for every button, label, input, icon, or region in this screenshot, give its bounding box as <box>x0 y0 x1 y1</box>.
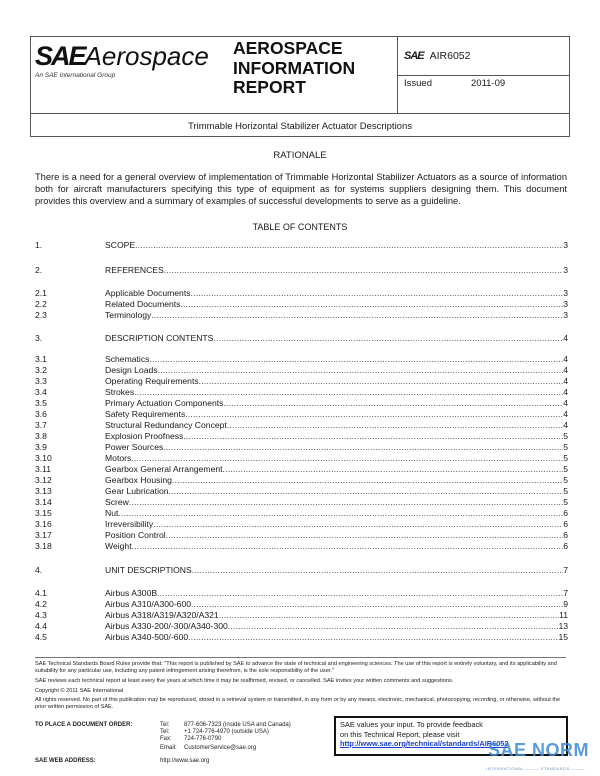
toc-entry-page: 5 <box>563 442 568 452</box>
toc-entry[interactable] <box>35 632 568 643</box>
toc-entry-number: 3.7 <box>35 420 47 430</box>
toc-entry-page: 4 <box>563 333 568 343</box>
toc-entry-label[interactable]: Airbus A330-200/-300/A340-300 <box>105 621 228 631</box>
email-link[interactable]: CustomerService@sae.org <box>184 745 257 751</box>
toc-entry-label[interactable]: DESCRIPTION CONTENTS <box>105 333 214 343</box>
sae-logo-mark: SAE <box>35 41 85 71</box>
toc-leader-dots <box>228 621 559 632</box>
toc-entry-number: 3.11 <box>35 464 52 474</box>
toc-entry-label[interactable]: Weight <box>105 541 132 551</box>
toc-entry-label[interactable]: Safety Requirements <box>105 409 186 419</box>
toc-entry-page: 5 <box>563 453 568 463</box>
toc-leader-dots <box>188 632 558 643</box>
toc-entry[interactable] <box>35 464 568 475</box>
document-number <box>404 50 471 62</box>
toc-entry[interactable] <box>35 453 568 464</box>
toc-entry-page: 4 <box>563 354 568 364</box>
toc-entry-page: 6 <box>563 519 568 529</box>
toc-entry-label[interactable]: Gear Lubrication <box>105 486 169 496</box>
toc-leader-dots <box>149 354 563 365</box>
toc-entry-label[interactable]: Gearbox Housing <box>105 475 172 485</box>
toc-entry-page: 4 <box>563 398 568 408</box>
toc-entry-number: 2.2 <box>35 299 47 309</box>
toc-entry-label[interactable]: Operating Requirements <box>105 376 199 386</box>
rationale-heading: RATIONALE <box>273 150 327 161</box>
toc-entry[interactable] <box>35 387 568 398</box>
toc-entry-label[interactable]: Terminology <box>105 310 152 320</box>
toc-entry[interactable] <box>35 288 568 299</box>
issued-date: 2011-09 <box>471 78 506 89</box>
toc-entry[interactable] <box>35 240 568 251</box>
toc-leader-dots <box>163 442 563 453</box>
toc-entry[interactable] <box>35 508 568 519</box>
toc-entry[interactable] <box>35 530 568 541</box>
toc-leader-dots <box>164 265 563 276</box>
toc-entry[interactable] <box>35 519 568 530</box>
toc-entry-number: 3.4 <box>35 387 47 397</box>
toc-leader-dots <box>227 420 563 431</box>
toc-entry-page: 5 <box>563 464 568 474</box>
toc-leader-dots <box>153 519 563 530</box>
contact-value: +1 724-776-4970 (outside USA) <box>184 729 269 735</box>
issued-label: Issued <box>404 78 432 89</box>
toc-entry-label[interactable]: Motors <box>105 453 132 463</box>
toc-entry-page: 13 <box>558 621 568 631</box>
toc-leader-dots <box>132 541 564 552</box>
toc-entry[interactable] <box>35 333 568 344</box>
contact-key: Tel: <box>160 722 170 728</box>
toc-entry[interactable] <box>35 541 568 552</box>
toc-entry-page: 4 <box>563 420 568 430</box>
rights-text: All rights reserved. No part of this publication may be reproduced, stored in a retrieval system or transmitted, in any form or by any means, electronic, mechanical, photocopying, recording, or otherwise, without the prior written permission of SAE. <box>35 697 561 710</box>
toc-entry-page: 5 <box>563 497 568 507</box>
toc-entry[interactable] <box>35 621 568 632</box>
toc-entry-page: 15 <box>558 632 568 642</box>
toc-entry-page: 4 <box>563 365 568 375</box>
toc-entry[interactable] <box>35 420 568 431</box>
toc-entry-number: 3. <box>35 333 43 343</box>
toc-entry-page: 5 <box>563 486 568 496</box>
toc-entry-label[interactable]: REFERENCES <box>105 265 164 275</box>
toc-entry-number: 2.1 <box>35 288 47 298</box>
toc-entry-label[interactable]: Airbus A310/A300-600 <box>105 599 192 609</box>
toc-entry[interactable] <box>35 398 568 409</box>
toc-leader-dots <box>191 599 563 610</box>
toc-entry-page: 6 <box>563 508 568 518</box>
toc-entry-page: 6 <box>563 530 568 540</box>
toc-entry-number: 3.2 <box>35 365 47 375</box>
toc-entry-page: 3 <box>563 310 568 320</box>
copyright: Copyright © 2011 SAE International <box>35 688 124 694</box>
rationale-body: There is a need for a general overview of implementation of Trimmable Horizontal Stabilizer Actuators as a source of information both for aircraft manufacturers specifying this type of equipment as for systems suppliers designing them. This document provides this overview and a summary of examples of successful developments to serve as a guideline. <box>35 172 567 206</box>
toc-entry-number: 3.10 <box>35 453 52 463</box>
doc-number-value: AIR6052 <box>429 50 471 62</box>
toc-leader-dots <box>199 376 564 387</box>
toc-entry-label[interactable]: Applicable Documents <box>105 288 191 298</box>
toc-entry-page: 11 <box>559 610 568 620</box>
toc-entry-number: 4. <box>35 565 43 575</box>
toc-entry-label[interactable]: Gearbox General Arrangement <box>105 464 223 474</box>
toc-entry-label[interactable]: Nut <box>105 508 119 518</box>
toc-entry[interactable] <box>35 376 568 387</box>
toc-leader-dots <box>192 565 563 576</box>
feedback-text: SAE values your input. To provide feedback <box>340 720 483 729</box>
toc-entry-label[interactable]: Position Control <box>105 530 166 540</box>
toc-entry[interactable] <box>35 588 568 599</box>
toc-entry-number: 4.1 <box>35 588 47 598</box>
contact-key: Tel: <box>160 729 170 735</box>
toc-entry-number: 3.3 <box>35 376 47 386</box>
toc-entry-label[interactable]: Airbus A300B <box>105 588 158 598</box>
toc-entry-page: 3 <box>563 288 568 298</box>
toc-entry-page: 3 <box>563 265 568 275</box>
document-header <box>30 36 570 137</box>
toc-entry-page: 5 <box>563 431 568 441</box>
toc-leader-dots <box>183 431 563 442</box>
toc-leader-dots <box>223 464 564 475</box>
sae-logo-icon: SAE <box>404 50 424 62</box>
report-type-line: AEROSPACE <box>233 38 343 58</box>
contact-row[interactable] <box>160 745 256 752</box>
toc-entry-number: 3.12 <box>35 475 52 485</box>
toc-entry-label[interactable]: Explosion Proofness <box>105 431 184 441</box>
toc-entry-page: 6 <box>563 541 568 551</box>
toc-entry-page: 4 <box>563 409 568 419</box>
contact-key: Fax: <box>160 736 172 742</box>
toc-entry[interactable] <box>35 431 568 442</box>
toc-entry[interactable] <box>35 599 568 610</box>
toc-entry[interactable] <box>35 365 568 376</box>
toc-entry-label[interactable]: Screw <box>105 497 129 507</box>
toc-leader-dots <box>157 588 563 599</box>
order-label: TO PLACE A DOCUMENT ORDER: <box>35 722 133 728</box>
toc-leader-dots <box>129 497 563 508</box>
toc-leader-dots <box>158 365 564 376</box>
header-divider <box>31 113 569 114</box>
toc-entry[interactable] <box>35 610 568 621</box>
toc-heading: TABLE OF CONTENTS <box>252 222 348 232</box>
toc-entry-number: 2. <box>35 265 43 275</box>
sae-aerospace-logo <box>35 41 209 72</box>
toc-entry-label[interactable]: Irreversibility <box>105 519 154 529</box>
toc-entry-page: 3 <box>563 299 568 309</box>
toc-entry[interactable] <box>35 486 568 497</box>
toc-entry-number: 3.17 <box>35 530 52 540</box>
report-type-line: REPORT <box>233 77 306 97</box>
toc-entry[interactable] <box>35 475 568 486</box>
toc-entry-label[interactable]: Strokes <box>105 387 135 397</box>
toc-entry-number: 4.4 <box>35 621 47 631</box>
footer-divider <box>35 657 566 658</box>
toc-entry-number: 4.3 <box>35 610 47 620</box>
toc-leader-dots <box>134 387 563 398</box>
toc-entry[interactable] <box>35 354 568 365</box>
web-address-link[interactable]: http://www.sae.org <box>160 758 210 764</box>
toc-entry-number: 2.3 <box>35 310 47 320</box>
contact-value: 724-776-0790 <box>184 736 222 742</box>
toc-entry[interactable] <box>35 299 568 310</box>
toc-entry-number: 4.2 <box>35 599 47 609</box>
toc-entry-label[interactable]: Airbus A318/A319/A320/A321 <box>105 610 219 620</box>
toc-entry[interactable] <box>35 565 568 576</box>
toc-leader-dots <box>131 453 563 464</box>
toc-entry[interactable] <box>35 497 568 508</box>
web-address-label: SAE WEB ADDRESS: <box>35 758 96 764</box>
toc-leader-dots <box>223 398 563 409</box>
toc-entry-label[interactable]: Power Sources <box>105 442 164 452</box>
header-divider <box>397 75 570 76</box>
toc-leader-dots <box>213 333 563 344</box>
toc-entry-number: 4.5 <box>35 632 47 642</box>
toc-entry-page: 9 <box>563 599 568 609</box>
watermark-subtitle: INTERNATIONAL ——— STANDARDS ——— <box>486 766 585 771</box>
toc-entry-number: 3.14 <box>35 497 52 507</box>
toc-entry[interactable] <box>35 442 568 453</box>
toc-entry-page: 7 <box>563 588 568 598</box>
toc-leader-dots <box>180 299 563 310</box>
toc-entry-page: 7 <box>563 565 568 575</box>
toc-leader-dots <box>135 240 563 251</box>
review-text: SAE reviews each technical report at least every five years at which time it may be reaffirmed, revised, or cancelled. SAE invites your written comments and suggestions. <box>35 678 454 684</box>
toc-entry-label[interactable]: Design Loads <box>105 365 158 375</box>
toc-entry-page: 5 <box>563 475 568 485</box>
toc-entry-label[interactable]: SCOPE <box>105 240 136 250</box>
logo-subtitle: An SAE International Group <box>35 72 116 79</box>
toc-entry-number: 3.18 <box>35 541 52 551</box>
report-type-line: INFORMATION <box>233 57 356 78</box>
report-type <box>233 39 355 98</box>
toc-entry-label[interactable]: Primary Actuation Components <box>105 398 224 408</box>
toc-entry-number: 1. <box>35 240 43 250</box>
toc-leader-dots <box>169 486 564 497</box>
sae-norm-watermark: SAE NORM <box>488 740 590 760</box>
toc-leader-dots <box>172 475 563 486</box>
toc-entry-number: 3.16 <box>35 519 52 529</box>
contact-value: 877-606-7323 (inside USA and Canada) <box>184 722 291 728</box>
toc-leader-dots <box>191 288 564 299</box>
document-title: Trimmable Horizontal Stabilizer Actuator Descriptions <box>187 121 413 132</box>
toc-leader-dots <box>185 409 563 420</box>
toc-leader-dots <box>151 310 563 321</box>
feedback-text: on this Technical Report, please visit <box>340 729 460 739</box>
toc-entry-label[interactable]: Schematics <box>105 354 150 364</box>
toc-entry-label[interactable]: UNIT DESCRIPTIONS <box>105 565 192 575</box>
toc-entry-number: 3.6 <box>35 409 47 419</box>
toc-leader-dots <box>118 508 563 519</box>
toc-leader-dots <box>219 610 559 621</box>
toc-entry[interactable] <box>35 310 568 321</box>
toc-entry[interactable] <box>35 265 568 276</box>
toc-entry-number: 3.8 <box>35 431 47 441</box>
toc-entry-page: 4 <box>563 376 568 386</box>
toc-entry-number: 3.13 <box>35 486 52 496</box>
toc-entry-label[interactable]: Related Documents <box>105 299 181 309</box>
tsb-rules-text: SAE Technical Standards Board Rules provide that: "This report is published by SAE to advance the state of technical and engineering sciences. The use of this report is entirely voluntary, and its applicability and suitability for any particular use, including any patent infringement arising therefrom, is the sole responsibility of the user." <box>35 661 557 674</box>
aerospace-wordmark: Aerospace <box>84 41 209 71</box>
toc-entry-page: 3 <box>563 240 568 250</box>
feedback-link[interactable]: http://www.sae.org/technical/standards/AIR6052 <box>340 739 509 748</box>
toc-entry-number: 3.5 <box>35 398 47 408</box>
contact-row <box>160 736 221 743</box>
toc-entry-label[interactable]: Structural Redundancy Concept <box>105 420 227 430</box>
toc-entry-number: 3.15 <box>35 508 52 518</box>
toc-entry-label[interactable]: Airbus A340-500/-600 <box>105 632 189 642</box>
toc-entry-number: 3.9 <box>35 442 47 452</box>
toc-entry-page: 4 <box>563 387 568 397</box>
contact-key: Email: <box>160 745 177 751</box>
toc-leader-dots <box>166 530 564 541</box>
toc-entry-number: 3.1 <box>35 354 47 364</box>
toc-entry[interactable] <box>35 409 568 420</box>
